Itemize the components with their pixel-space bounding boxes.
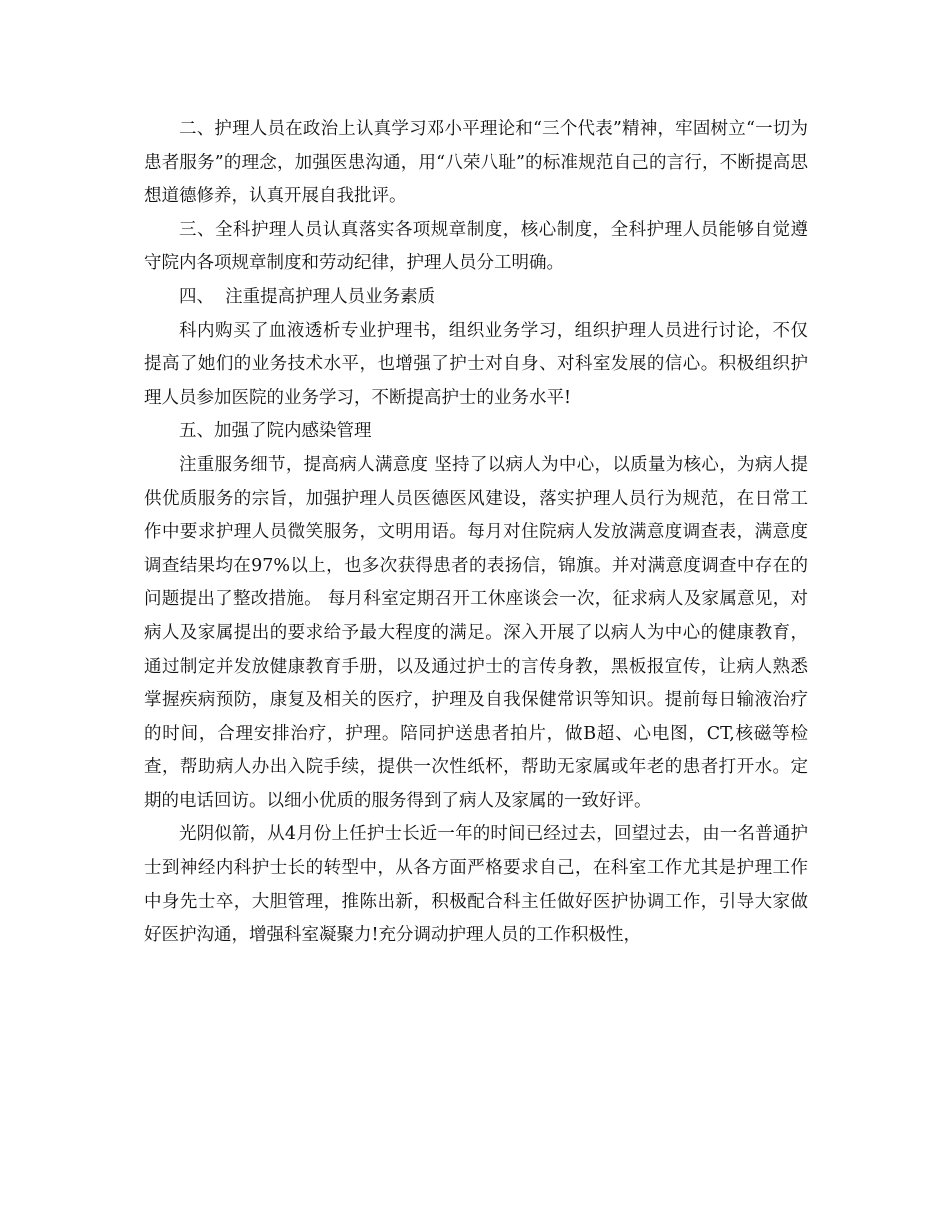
document-body (144, 113, 808, 953)
section-heading-professional-quality: 四、 注重提高护理人员业务素质 (179, 286, 436, 307)
paragraph-head-nurse-review: 光阴似箭，从4月份上任护士长近一年的时间已经过去，回望过去，由一名普通护士到神经内科护士长的转型中，从各方面严格要求自己，在科室工作尤其是护理工作中身先士卒，大胆管理，推陈出新，积极配合科主任做好医护协调工作，引导大家做好医护沟通，增强科室凝聚力!充分调动护理人员的工作积极性， (144, 824, 808, 946)
paragraph-political-study: 二、护理人员在政治上认真学习邓小平理论和“三个代表”精神，牢固树立“一切为患者服务”的理念，加强医患沟通，用“八荣八耻”的标准规范自己的言行，不断提高思想道德修养，认真开展自我批评。 (144, 119, 808, 207)
paragraph-regulations: 三、全科护理人员认真落实各项规章制度，核心制度，全科护理人员能够自觉遵守院内各项规章制度和劳动纪律，护理人员分工明确。 (144, 219, 808, 274)
section-heading-infection-control: 五、加强了院内感染管理 (179, 421, 372, 442)
paragraph-service-satisfaction: 注重服务细节，提高病人满意度 坚持了以病人为中心，以质量为核心，为病人提供优质服务的宗旨，加强护理人员医德医风建设，落实护理人员行为规范，在日常工作中要求护理人员微笑服务，文明用语。每月对住院病人发放满意度调查表，满意度调查结果均在97%以上，也多次获得患者的表扬信，锦旗。并对满意度调查中存在的问题提出了整改措施。 每月科室定期召开工休座谈会一次，征求病人及家属意见，对病人及家属提出的要求给予最大程度的满足。深入开展了以病人为中心的健康教育，通过制定并发放健康教育手册，以及通过护士的言传身教，黑板报宣传，让病人熟悉掌握疾病预防，康复及相关的医疗，护理及自我保健常识等知识。提前每日输液治疗的时间，合理安排治疗，护理。陪同护送患者拍片，做B超、心电图，CT,核磁等检查，帮助病人办出入院手续，提供一次性纸杯，帮助无家属或年老的患者打开水。定期的电话回访。以细小优质的服务得到了病人及家属的一致好评。 (144, 454, 808, 811)
paragraph-professional-training: 科内购买了血液透析专业护理书，组织业务学习，组织护理人员进行讨论，不仅提高了她们的业务技术水平，也增强了护士对自身、对科室发展的信心。积极组织护理人员参加医院的业务学习，不断提高护士的业务水平! (144, 320, 808, 408)
